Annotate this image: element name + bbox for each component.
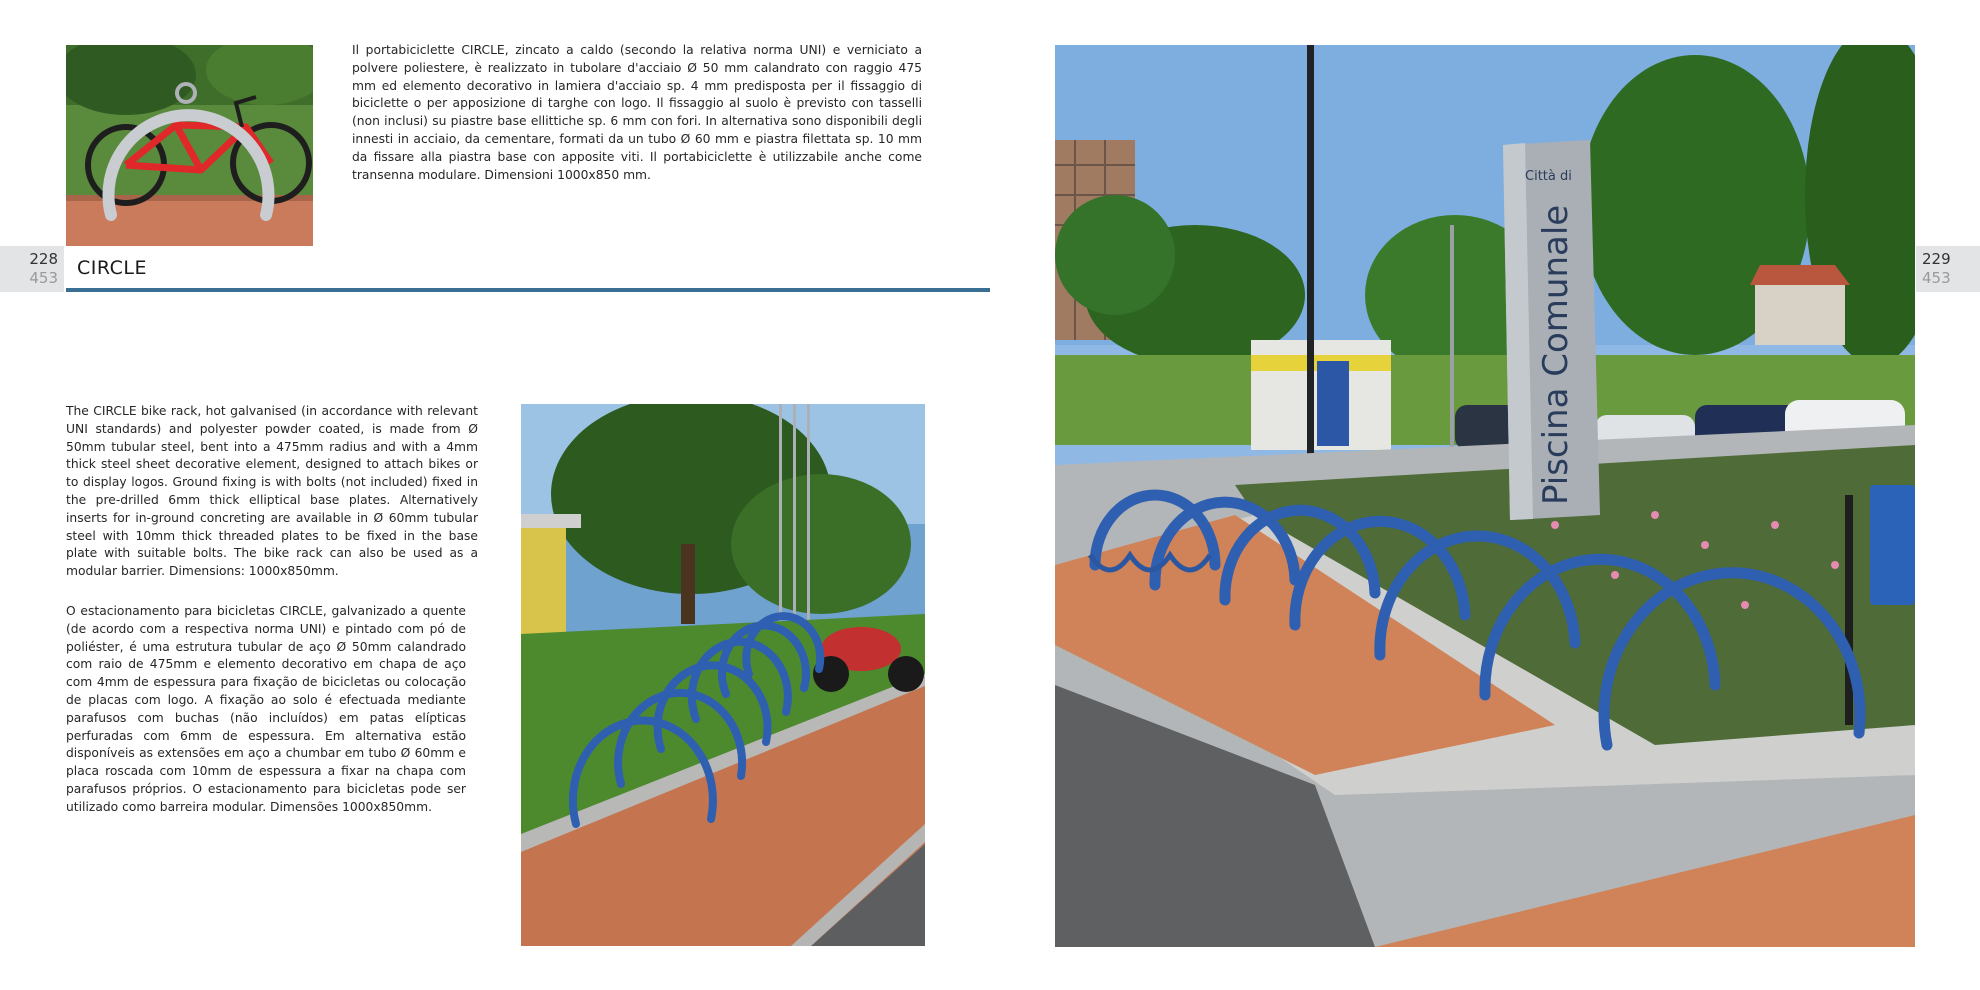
title-underline	[66, 288, 990, 292]
page-number-current: 229	[1922, 250, 1951, 268]
page-number-total: 453	[1922, 269, 1951, 287]
page-number-current: 228	[29, 250, 58, 268]
photo-blue-racks-plaza	[1055, 45, 1915, 947]
description-portuguese: O estacionamento para bicicletas CIRCLE, galvanizado a quente (de acordo com a respectiva norma UNI) e pintado com pó de poliéster, é uma estrutura tubular de aço Ø 50mm calandrado com raio de 475mm e elemento decorativo em chapa de aço com 4mm de espessura para fixação de bicicletas ou colocação de placas com logo. A fixação ao solo é efectuada mediante parafusos com buchas (não incluídos) em patas elípticas perfuradas com 6mm de espessura. Em alternativa estão disponíveis as extensões em aço a chumbar em tubo Ø 60mm e placa roscada com 10mm de espessura a fixar na chapa com parafusos próprios. O estacionamento para bicicletas pode ser utilizado como barreira modular. Dimensões 1000x850mm.	[66, 604, 466, 814]
page-number-total: 453	[29, 269, 58, 287]
photo-blue-racks-path	[521, 404, 925, 946]
description-italian: Il portabiciclette CIRCLE, zincato a caldo (secondo la relativa norma UNI) e verniciato a polvere poliestere, è realizzato in tubolare d'acciaio Ø 50 mm calandrato con raggio 475 mm ed elemento decorativo in lamiera d'acciaio sp. 4 mm predisposta per il fissaggio di biciclette o per apposizione di targhe con logo. Il fissaggio al suolo è previsto con tasselli (non inclusi) su piastre base ellittiche sp. 6 mm con fori. In alternativa sono disponibili degli innesti in acciaio, da cementare, formati da un tubo Ø 60 mm e piastra filettata sp. 10 mm da fissare alla piastra base con apposite viti. Il portabiciclette è utilizzabile anche come transenna modulare. Dimensioni 1000x850 mm.	[352, 43, 922, 182]
product-title: CIRCLE	[77, 257, 147, 279]
sign-text: Piscina Comunale	[1536, 204, 1576, 505]
page-number-right	[1916, 246, 1980, 292]
photo-bike-rack-thumbnail	[66, 45, 313, 246]
page-number-left	[0, 246, 64, 292]
sign-logo-text: Città di	[1525, 169, 1572, 184]
description-english: The CIRCLE bike rack, hot galvanised (in accordance with relevant UNI standards) and polyester powder coated, is made from Ø 50mm tubular steel, bent into a 475mm radius and with a 4mm thick steel sheet decorative element, designed to attach bikes or to display logos. Ground fixing is with bolts (not included) fixed in the pre-drilled 6mm thick elliptical base plates. Alternatively inserts for in-ground concreting are available in Ø 60mm tubular steel with 10mm thick threaded plates to be fixed in the base plate with suitable bolts. The bike rack can also be used as a modular barrier. Dimensions: 1000x850mm.	[66, 404, 478, 579]
